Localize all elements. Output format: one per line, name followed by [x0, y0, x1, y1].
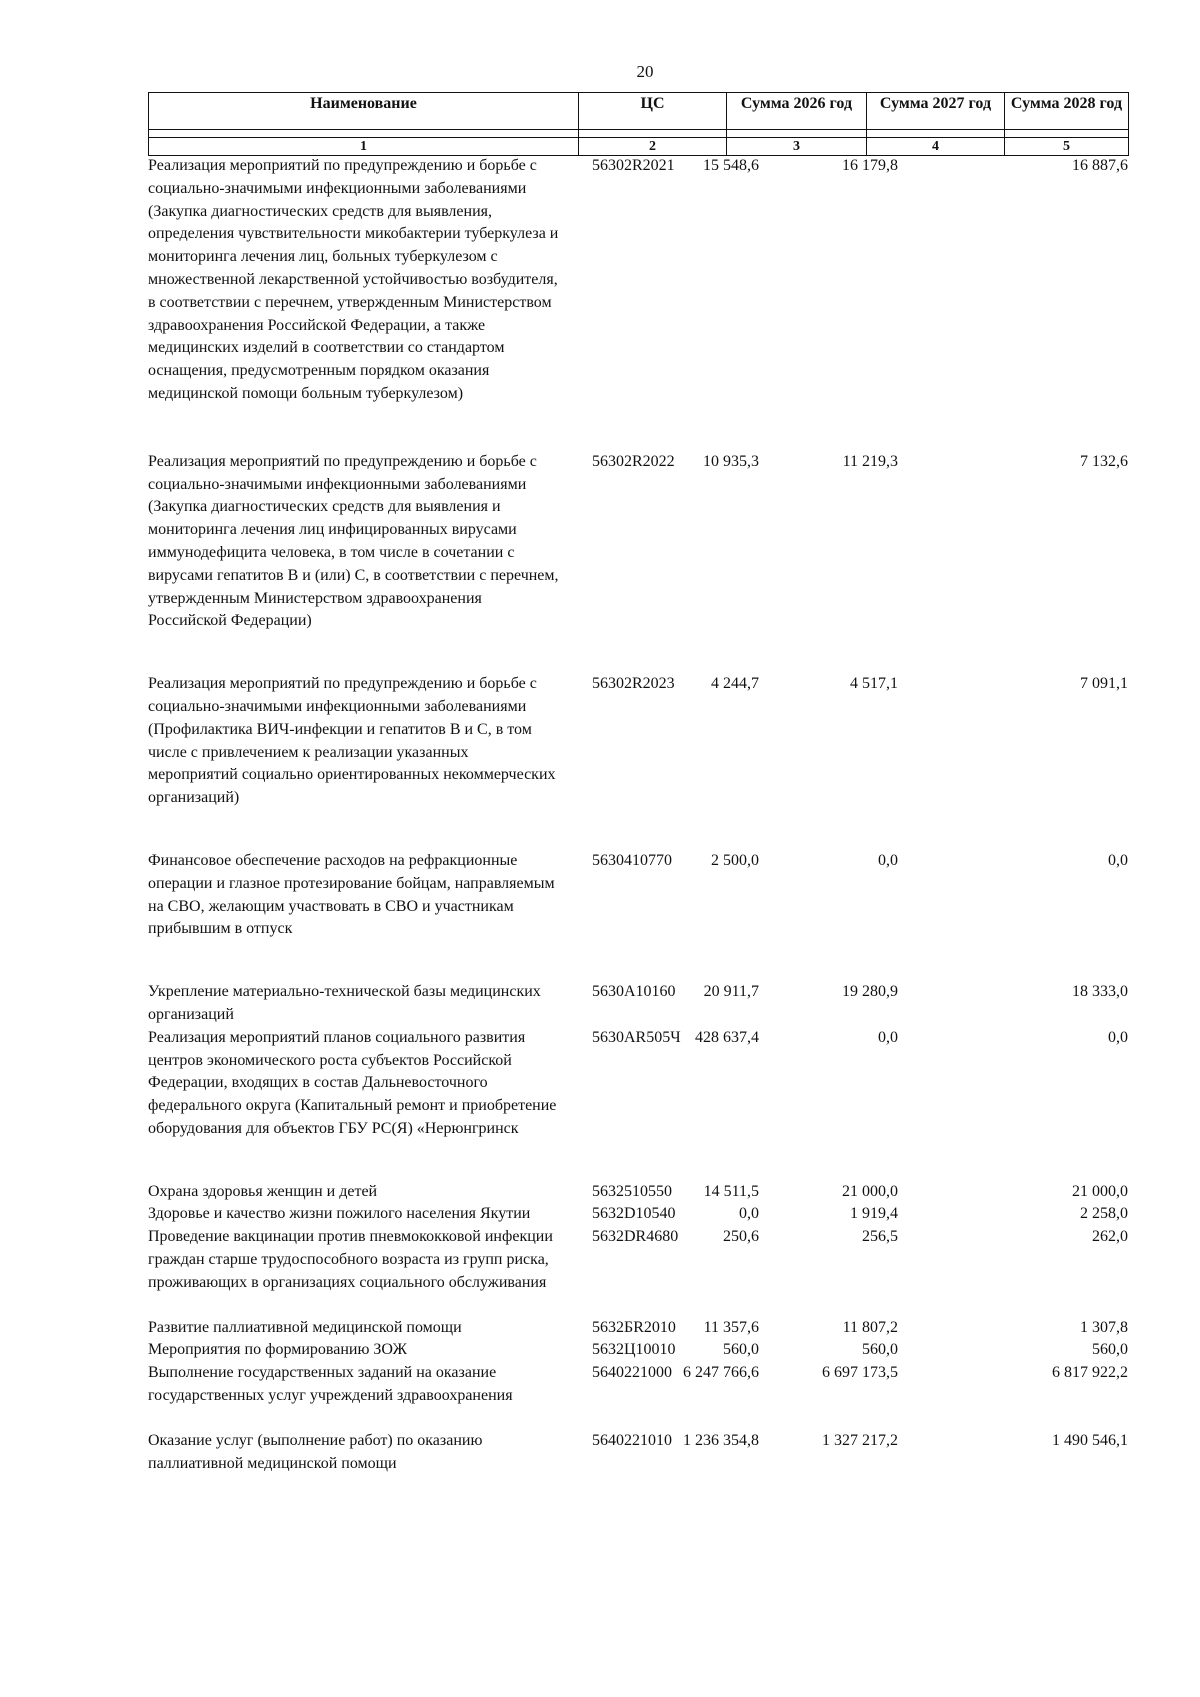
column-number: 5 — [1005, 138, 1129, 156]
row-code: 56302R2022 — [592, 452, 675, 470]
row-code: 5632510550 — [592, 1182, 672, 1200]
column-header-code: ЦС — [579, 93, 727, 130]
row-value-2026: 11 357,6 — [703, 1318, 759, 1336]
row-value-2026: 14 511,5 — [703, 1182, 759, 1200]
row-code: 5640221000 — [592, 1364, 672, 1382]
column-header-2026: Сумма 2026 год — [727, 93, 867, 130]
table-row — [148, 850, 1128, 941]
row-value-2026: 250,6 — [723, 1228, 759, 1246]
row-value-2027: 256,5 — [862, 1228, 898, 1246]
row-value-2028: 21 000,0 — [1072, 1182, 1128, 1200]
row-name: Охрана здоровья женщин и детей — [148, 1182, 378, 1200]
row-code: 5630410770 — [592, 851, 672, 869]
row-value-2026: 0,0 — [739, 1205, 759, 1223]
row-value-2026: 1 236 354,8 — [683, 1431, 759, 1449]
table-row — [148, 673, 1128, 810]
row-value-2028: 2 258,0 — [1080, 1205, 1128, 1223]
column-number: 3 — [727, 138, 867, 156]
row-value-2026: 560,0 — [723, 1341, 759, 1359]
row-code: 5630АR505Ч — [592, 1028, 681, 1046]
row-value-2027: 21 000,0 — [842, 1182, 898, 1200]
row-name: Мероприятия по формированию ЗОЖ — [148, 1341, 407, 1359]
row-code: 56302R2021 — [592, 157, 675, 174]
row-name: Реализация мероприятий по предупреждению и борьбе с социально-значимыми инфекционными заболеваниями (Закупка диагностических средств для выявления, определения чувствительности микобактерии туберкулеза и мониторинга лечения лиц, больных туберкулезом с множественной лекарственной устойчивостью возбудителя, в соответствии с перечнем, утвержденным Министерством здравоохранения Российской Федерации, а также медицинских изделий в соответствии со стандартом оснащения, предусмотренным порядком оказания медицинской помощи больным туберкулезом) — [148, 157, 559, 402]
row-value-2026: 20 911,7 — [703, 983, 759, 1001]
row-name: Укрепление материально-технической базы медицинских организаций — [148, 983, 541, 1023]
row-value-2027: 19 280,9 — [842, 983, 898, 1001]
row-name: Реализация мероприятий по предупреждению и борьбе с социально-значимыми инфекционными заболеваниями (Закупка диагностических средств для выявления и мониторинга лечения лиц инфицированных вирусами иммунодефицита человека, в том числе в сочетании с вирусами гепатитов В и (или) С, в соответствии с перечнем, утвержденным Министерством здравоохранения Российской Федерации) — [148, 452, 559, 630]
row-value-2027: 1 919,4 — [850, 1205, 898, 1223]
table-row — [148, 1430, 1128, 1476]
row-value-2028: 0,0 — [1108, 851, 1128, 869]
row-value-2028: 1 490 546,1 — [1052, 1431, 1128, 1449]
column-header-name: Наименование — [149, 93, 579, 130]
row-code: 5640221010 — [592, 1431, 672, 1449]
row-value-2028: 262,0 — [1092, 1228, 1128, 1246]
row-value-2028: 16 887,6 — [1072, 157, 1128, 174]
row-code: 56302R2023 — [592, 675, 675, 693]
row-name: Оказание услуг (выполнение работ) по оказанию паллиативной медицинской помощи — [148, 1431, 483, 1472]
row-name: Реализация мероприятий планов социального развития центров экономического роста субъектов Российской Федерации, входящих в состав Дальневосточного федерального округа (Капитальный ремонт и приобретение оборудования для объектов ГБУ РС(Я) «Нерюнгринск — [148, 1028, 557, 1137]
table-row — [148, 1339, 1128, 1362]
table-row — [148, 1317, 1128, 1340]
row-value-2027: 11 219,3 — [842, 452, 898, 470]
row-value-2027: 0,0 — [878, 851, 898, 869]
row-code: 5632БR2010 — [592, 1318, 676, 1336]
table-header — [148, 92, 1129, 156]
row-code: 5632D10540 — [592, 1205, 676, 1223]
table-row — [148, 1027, 1128, 1141]
row-value-2026: 2 500,0 — [711, 851, 759, 869]
row-value-2027: 1 327 217,2 — [822, 1431, 898, 1449]
column-header-2027: Сумма 2027 год — [867, 93, 1005, 130]
row-value-2026: 428 637,4 — [695, 1028, 759, 1046]
row-name: Финансовое обеспечение расходов на рефракционные операции и глазное протезирование бойцам, направляемым на СВО, желающим участвовать в СВО и участникам прибывшим в отпуск — [148, 851, 555, 938]
row-value-2027: 11 807,2 — [842, 1318, 898, 1336]
column-number: 2 — [579, 138, 727, 156]
row-name: Здоровье и качество жизни пожилого населения Якутии — [148, 1205, 531, 1223]
table-row — [148, 1203, 1128, 1226]
table-row — [148, 155, 1128, 406]
table-row — [148, 1362, 1128, 1408]
table-row — [148, 1226, 1128, 1294]
row-value-2028: 560,0 — [1092, 1341, 1128, 1359]
row-value-2028: 6 817 922,2 — [1052, 1364, 1128, 1382]
column-number: 1 — [149, 138, 579, 156]
page-number: 20 — [636, 62, 654, 81]
row-value-2028: 7 091,1 — [1080, 675, 1128, 693]
row-value-2028: 1 307,8 — [1080, 1318, 1128, 1336]
row-value-2027: 560,0 — [862, 1341, 898, 1359]
row-name: Проведение вакцинации против пневмококковой инфекции граждан старше трудоспособного возраста из групп риска, проживающих в организациях социального обслуживания — [148, 1228, 553, 1291]
row-value-2027: 0,0 — [878, 1028, 898, 1046]
column-number: 4 — [867, 138, 1005, 156]
row-value-2026: 10 935,3 — [703, 452, 759, 470]
row-value-2026: 4 244,7 — [711, 675, 759, 693]
row-value-2026: 15 548,6 — [703, 157, 759, 174]
row-name: Реализация мероприятий по предупреждению и борьбе с социально-значимыми инфекционными заболеваниями (Профилактика ВИЧ-инфекции и гепатитов В и С, в том числе с привлечением к реализации указанных мероприятий социально ориентированных некоммерческих организаций) — [148, 675, 556, 807]
column-header-2028: Сумма 2028 год — [1005, 93, 1129, 130]
row-name: Развитие паллиативной медицинской помощи — [148, 1318, 462, 1336]
row-name: Выполнение государственных заданий на оказание государственных услуг учреждений здравоохранения — [148, 1364, 513, 1405]
table-row — [148, 981, 1128, 1027]
row-value-2028: 7 132,6 — [1080, 452, 1128, 470]
row-value-2027: 4 517,1 — [850, 675, 898, 693]
row-value-2027: 6 697 173,5 — [822, 1364, 898, 1382]
row-value-2028: 18 333,0 — [1072, 983, 1128, 1001]
table-row — [148, 1181, 1128, 1204]
row-value-2026: 6 247 766,6 — [683, 1364, 759, 1382]
table-row — [148, 451, 1128, 633]
table-body — [148, 155, 1128, 1475]
row-code: 5630А10160 — [592, 983, 676, 1001]
row-value-2027: 16 179,8 — [842, 157, 898, 174]
row-code: 5632Ц10010 — [592, 1341, 676, 1359]
row-code: 5632DR4680 — [592, 1228, 679, 1246]
row-value-2028: 0,0 — [1108, 1028, 1128, 1046]
